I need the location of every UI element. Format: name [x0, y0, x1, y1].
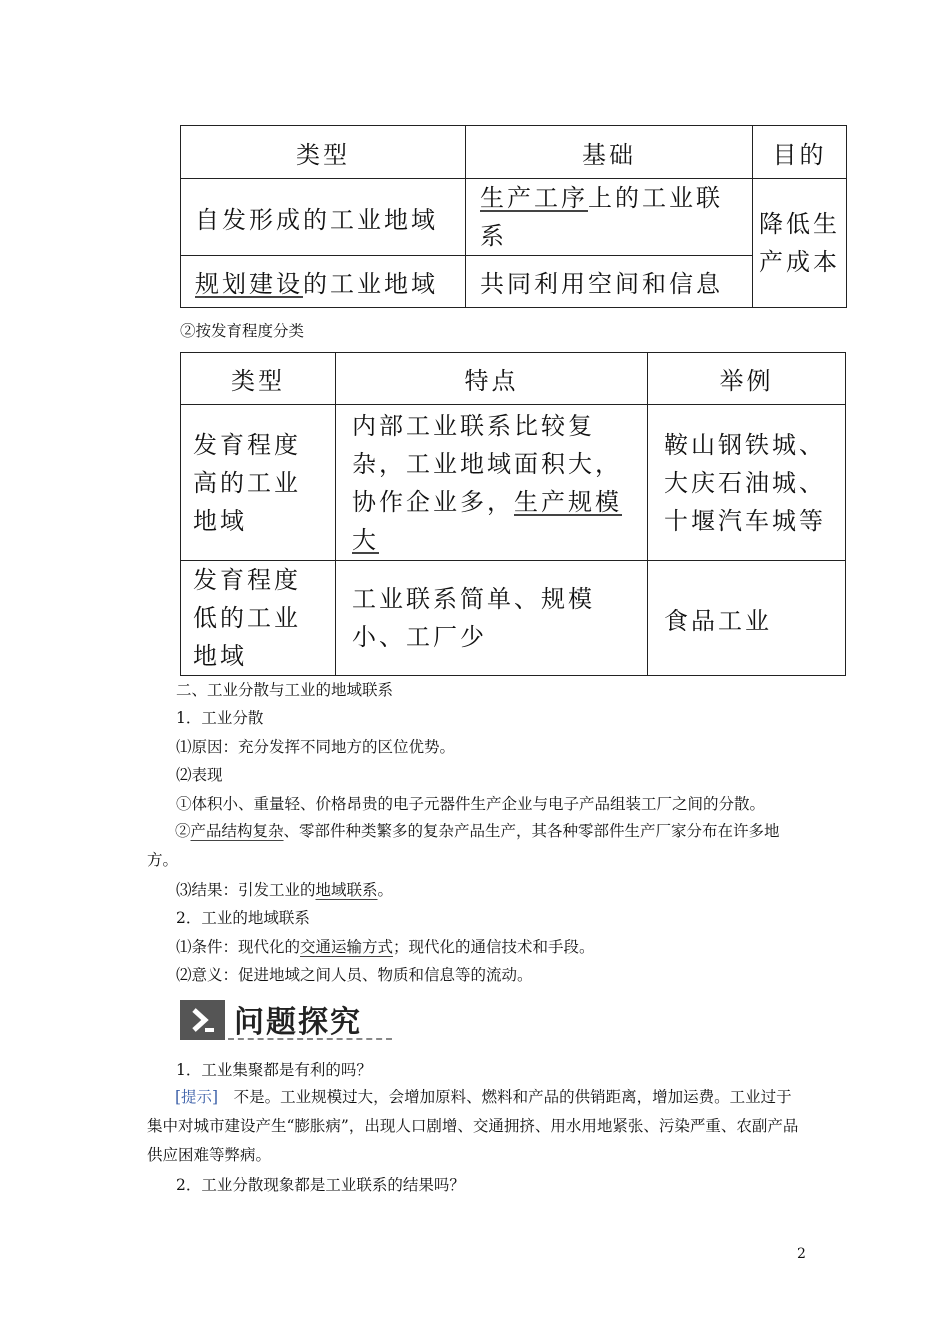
row2-type-rest: 的工业地域: [303, 270, 438, 298]
answer-1: [147, 1083, 807, 1170]
row2-basis: 共同利用空间和信息: [466, 256, 753, 308]
heading-2: 二、工业分散与工业的地域联系: [176, 681, 394, 699]
s2-cond-underlined: 交通运输方式: [300, 938, 394, 956]
row-high-type: 发育程度高的工业地域: [181, 405, 336, 561]
subheading-1: 1．工业分散: [176, 709, 264, 727]
s1-result-underlined: 地域联系: [315, 881, 378, 899]
s1-item2-prefix: ②: [175, 822, 191, 840]
s1-result-prefix: ⑶结果：引发工业的: [176, 881, 316, 899]
inquiry-banner: [180, 997, 392, 1043]
section-label: ②按发育程度分类: [180, 322, 305, 340]
header-purpose: 目的: [753, 126, 847, 179]
row-high-feature-underlined: 生产规模大: [352, 487, 622, 554]
row2-type-underlined: 规划建设: [195, 270, 303, 298]
row1-basis-rest: 上的工业联系: [480, 184, 723, 250]
row1-basis: [466, 179, 753, 256]
s2-meaning: ⑵意义：促进地域之间人员、物质和信息等的流动。: [176, 966, 533, 984]
s1-item1: ①体积小、重量轻、价格昂贵的电子元器件生产企业与电子产品组装工厂之间的分散。: [176, 795, 766, 813]
purpose-cell: 降低生产成本: [753, 179, 847, 308]
page-number: 2: [797, 1246, 806, 1262]
row2-type: [181, 256, 466, 308]
row-high-feature-text: 内部工业联系比较复杂，工业地域面积大，协作企业多，: [352, 411, 622, 516]
row-high-example: 鞍山钢铁城、大庆石油城、十堰汽车城等: [648, 405, 846, 561]
s1-item2-underlined: 产品结构复杂: [190, 822, 284, 840]
row1-type: 自发形成的工业地域: [181, 179, 466, 256]
answer-1-text: 不是。工业规模过大，会增加原料、燃料和产品的供销距离，增加运费。工业过于集中对城市建设产生“膨胀病”，出现人口剧增、交通拥挤、用水用地紧张、污染严重、农副产品供应困难等弊病。: [147, 1088, 799, 1164]
row-low-example: 食品工业: [648, 561, 846, 676]
row-high-feature: [336, 405, 648, 561]
question-2: 2．工业分散现象都是工业联系的结果吗？: [176, 1176, 465, 1194]
header-feature: 特点: [336, 353, 648, 405]
s1-result: [176, 880, 393, 900]
industrial-region-type-table: [180, 125, 847, 308]
header-basis: 基础: [466, 126, 753, 179]
s2-condition: [176, 937, 595, 957]
header-type: 类型: [181, 126, 466, 179]
banner-dashed-line: [228, 1038, 392, 1040]
row-low-type: 发育程度低的工业地域: [181, 561, 336, 676]
row1-basis-underlined: 生产工序: [480, 184, 588, 212]
s2-cond-prefix: ⑴条件：现代化的: [176, 938, 301, 956]
development-degree-table: [180, 352, 846, 676]
s1-result-suffix: 。: [377, 881, 394, 899]
header-example: 举例: [648, 353, 846, 405]
s1-item2: [147, 817, 807, 875]
s1-reason: ⑴原因：充分发挥不同地方的区位优势。: [176, 738, 456, 756]
s2-cond-suffix: ；现代化的通信技术和手段。: [393, 938, 595, 956]
hint-label: [提示]: [175, 1088, 219, 1106]
banner-title: 问题探究: [234, 1005, 362, 1040]
row-low-feature: 工业联系简单、规模小、工厂少: [336, 561, 648, 676]
s1-item2-rest: 、零部件种类繁多的复杂产品生产，其各种零部件生产厂家分布在许多地方。: [147, 822, 780, 869]
s1-show: ⑵表现: [176, 766, 223, 784]
chevron-right-icon: [180, 1000, 225, 1040]
header-type: 类型: [181, 353, 336, 405]
question-1: 1．工业集聚都是有利的吗？: [176, 1061, 372, 1079]
subheading-2: 2．工业的地域联系: [176, 909, 310, 927]
